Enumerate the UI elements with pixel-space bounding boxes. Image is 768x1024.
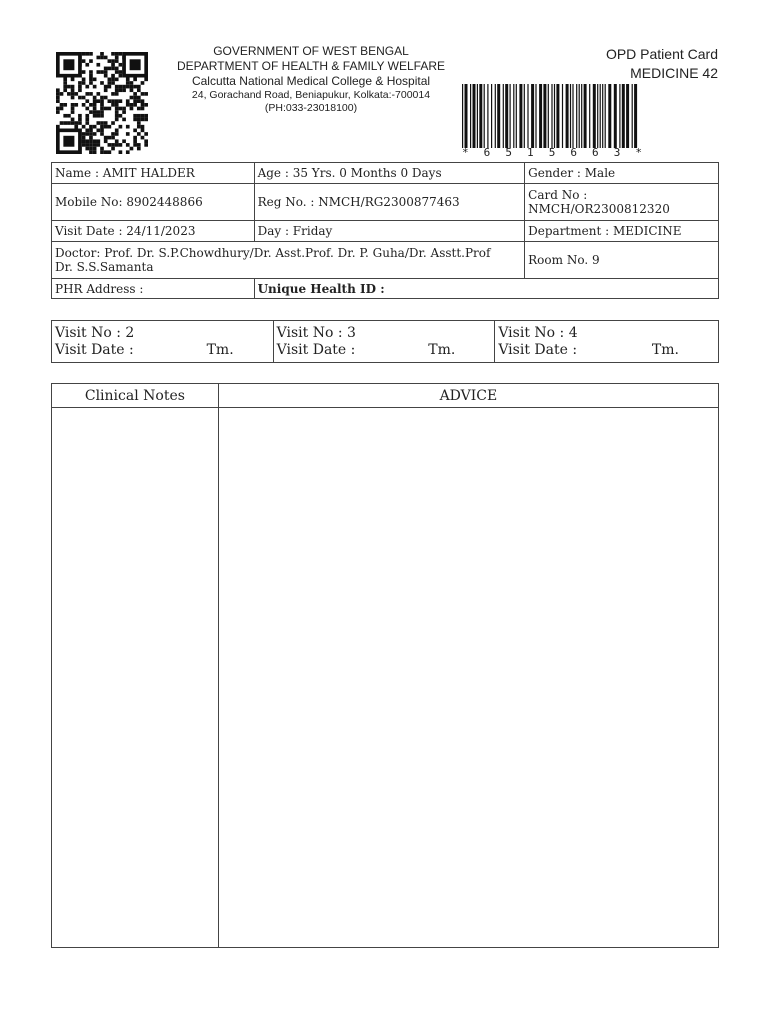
visit-day: Day : Friday (254, 221, 525, 242)
qr-code (56, 52, 148, 154)
visit-tm-label: Tm. (428, 341, 456, 358)
visit-tm-label: Tm. (206, 341, 234, 358)
visit-date-label: Visit Date : (276, 341, 356, 358)
barcode-digit: * (462, 146, 469, 159)
clinical-notes-area (52, 408, 219, 948)
patient-name: Name : AMIT HALDER (52, 163, 255, 184)
clinical-notes-header: Clinical Notes (52, 384, 219, 408)
patient-age: Age : 35 Yrs. 0 Months 0 Days (254, 163, 525, 184)
visit-date-label: Visit Date : (498, 341, 578, 358)
header-address: 24, Gorachand Road, Beniapukur, Kolkata:-700014 (191, 89, 431, 101)
unique-health-id: Unique Health ID : (254, 279, 718, 299)
doctor-line-1: Doctor: Prof. Dr. S.P.Chowdhury/Dr. Asst.Prof. Dr. P. Guha/Dr. Asstt.Prof (55, 246, 491, 260)
phr-address: PHR Address : (52, 279, 255, 299)
room-no: Room No. 9 (525, 242, 719, 279)
barcode-digit: 6 (592, 146, 599, 159)
visit-cell-2 (52, 321, 274, 363)
patient-reg-no: Reg No. : NMCH/RG2300877463 (254, 184, 525, 221)
visit-cell-4 (495, 321, 719, 363)
barcode (460, 84, 640, 148)
visit-date-label: Visit Date : (55, 341, 134, 358)
card-no-label: Card No : (528, 188, 588, 202)
barcode-digit: 3 (613, 146, 621, 159)
card-title: OPD Patient Card (605, 46, 718, 62)
barcode-digit: 1 (527, 146, 534, 159)
visit-cell-3 (273, 321, 495, 363)
barcode-digit: 5 (548, 146, 556, 159)
advice-area (218, 408, 718, 948)
patient-gender: Gender : Male (525, 163, 719, 184)
patient-card-no (525, 184, 719, 221)
card-subtitle: MEDICINE 42 (630, 65, 718, 81)
card-no-value: NMCH/OR2300812320 (528, 202, 670, 216)
visit-date: Visit Date : 24/11/2023 (52, 221, 255, 242)
card-title-block (606, 45, 718, 83)
barcode-digit: 6 (570, 146, 577, 159)
department: Department : MEDICINE (525, 221, 719, 242)
advice-header: ADVICE (218, 384, 718, 408)
patient-mobile: Mobile No: 8902448866 (52, 184, 255, 221)
visit-no: Visit No : 3 (276, 324, 356, 341)
barcode-digit: 6 (483, 146, 491, 159)
hospital-header (150, 44, 472, 115)
barcode-digit: 5 (505, 146, 512, 159)
doctor (52, 242, 525, 279)
visit-no: Visit No : 2 (55, 324, 135, 341)
header-phone: (PH:033-23018100) (264, 102, 358, 114)
patient-info-table (51, 162, 719, 299)
barcode-digit: * (635, 146, 642, 159)
visit-tm-label: Tm. (651, 341, 679, 358)
notes-table (51, 383, 719, 948)
visit-no: Visit No : 4 (498, 324, 578, 341)
header-line-3: Calcutta National Medical College & Hospital (191, 74, 431, 88)
header-line-1: GOVERNMENT OF WEST BENGAL (213, 44, 409, 58)
doctor-line-2: Dr. S.S.Samanta (55, 260, 154, 274)
visits-table (51, 320, 719, 363)
header-line-2: DEPARTMENT OF HEALTH & FAMILY WELFARE (176, 59, 446, 73)
barcode-number (462, 146, 642, 159)
